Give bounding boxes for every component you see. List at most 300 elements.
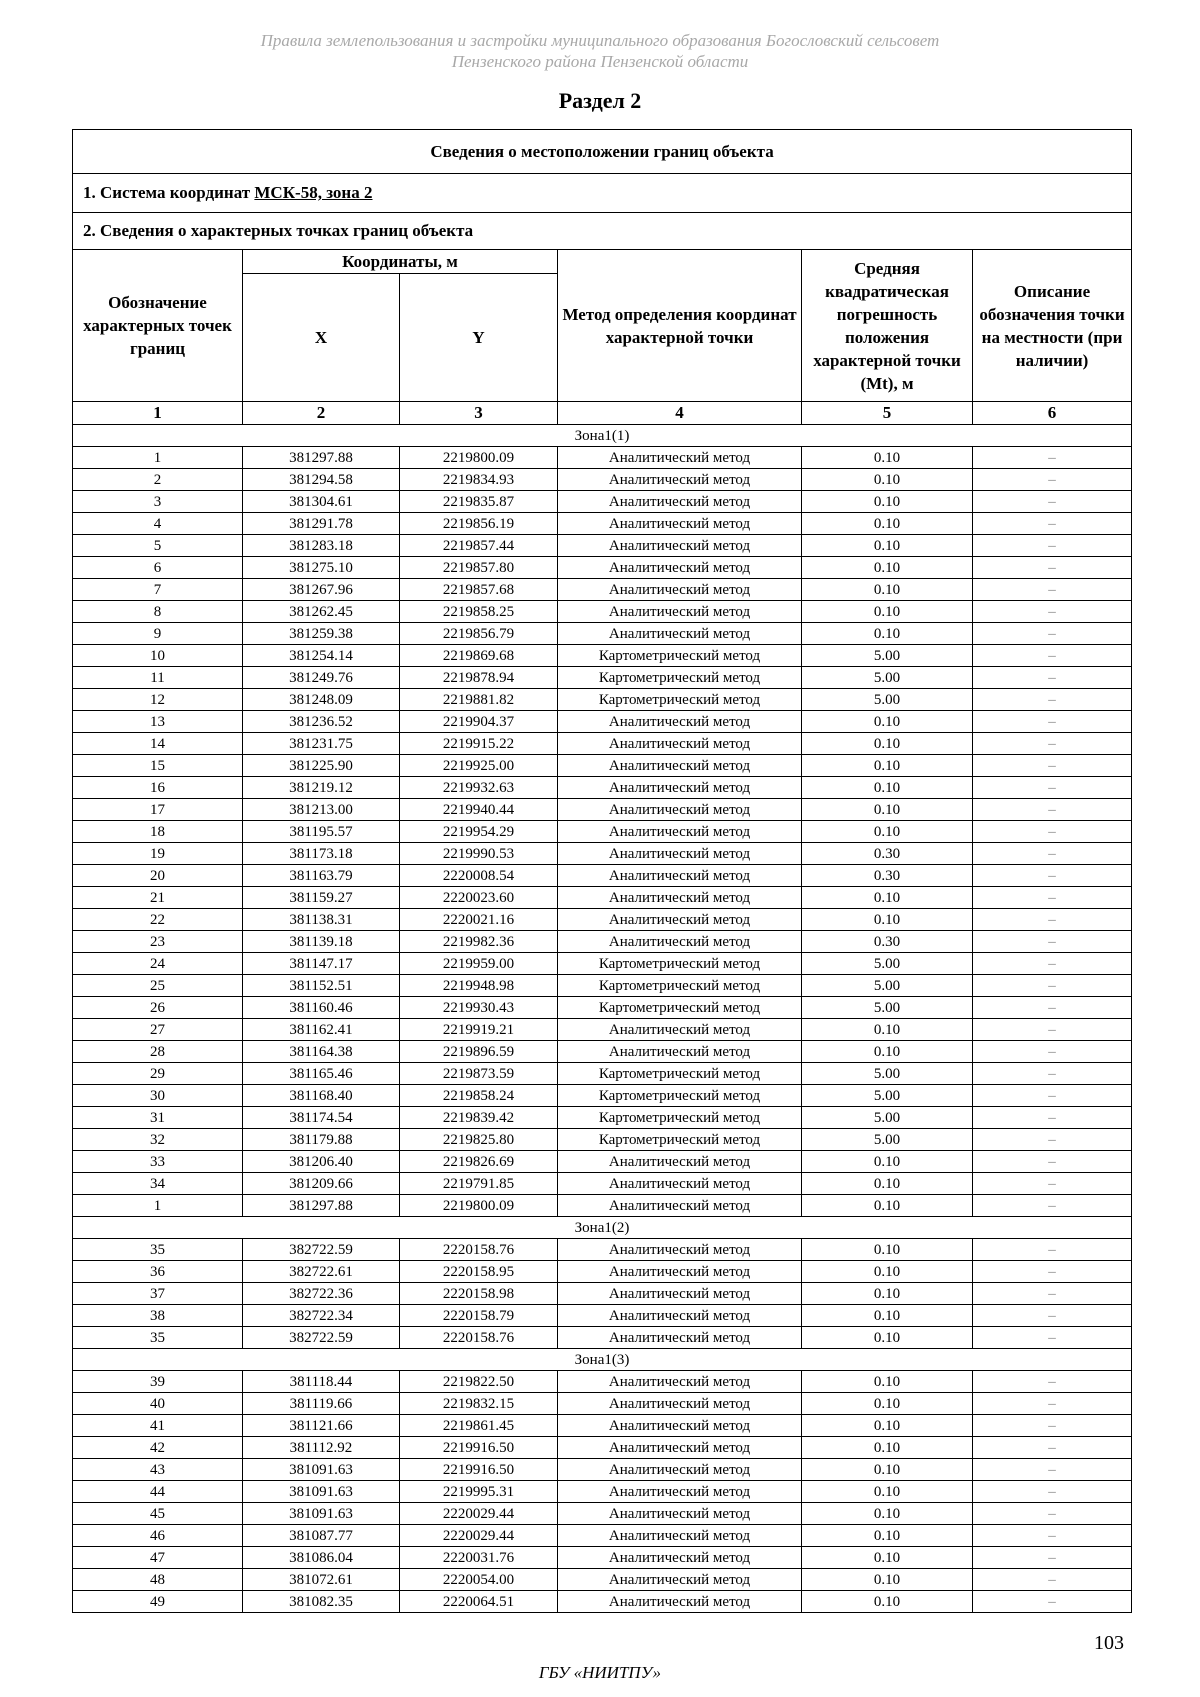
table-row bbox=[73, 711, 1132, 733]
method-cell: Картометрический метод bbox=[558, 667, 802, 689]
method-cell: Аналитический метод bbox=[558, 1569, 802, 1591]
column-number: 6 bbox=[973, 402, 1132, 425]
x-coordinate-cell: 381225.90 bbox=[243, 755, 400, 777]
point-number-cell: 38 bbox=[73, 1305, 243, 1327]
table-row bbox=[73, 1129, 1132, 1151]
method-cell: Аналитический метод bbox=[558, 557, 802, 579]
method-cell: Аналитический метод bbox=[558, 469, 802, 491]
description-cell: – bbox=[973, 1283, 1132, 1305]
y-coordinate-cell: 2220158.79 bbox=[400, 1305, 558, 1327]
x-coordinate-cell: 382722.61 bbox=[243, 1261, 400, 1283]
table-row bbox=[73, 1085, 1132, 1107]
x-coordinate-cell: 382722.34 bbox=[243, 1305, 400, 1327]
y-coordinate-cell: 2220054.00 bbox=[400, 1569, 558, 1591]
method-cell: Аналитический метод bbox=[558, 1393, 802, 1415]
point-number-cell: 37 bbox=[73, 1283, 243, 1305]
table-row bbox=[73, 601, 1132, 623]
description-cell: – bbox=[973, 843, 1132, 865]
error-cell: 0.10 bbox=[802, 711, 973, 733]
x-coordinate-cell: 381072.61 bbox=[243, 1569, 400, 1591]
point-number-cell: 34 bbox=[73, 1173, 243, 1195]
table-row bbox=[73, 469, 1132, 491]
zone-name: Зона1(1) bbox=[73, 425, 1132, 447]
table-row bbox=[73, 799, 1132, 821]
error-cell: 0.10 bbox=[802, 1019, 973, 1041]
y-coordinate-cell: 2220008.54 bbox=[400, 865, 558, 887]
method-cell: Картометрический метод bbox=[558, 953, 802, 975]
error-cell: 0.10 bbox=[802, 491, 973, 513]
point-number-cell: 45 bbox=[73, 1503, 243, 1525]
error-cell: 0.10 bbox=[802, 777, 973, 799]
x-coordinate-cell: 381267.96 bbox=[243, 579, 400, 601]
point-number-cell: 39 bbox=[73, 1371, 243, 1393]
description-cell: – bbox=[973, 1041, 1132, 1063]
y-coordinate-cell: 2219915.22 bbox=[400, 733, 558, 755]
description-cell: – bbox=[973, 491, 1132, 513]
zone-name: Зона1(2) bbox=[73, 1217, 1132, 1239]
error-cell: 0.10 bbox=[802, 1239, 973, 1261]
x-coordinate-cell: 381206.40 bbox=[243, 1151, 400, 1173]
table-row bbox=[73, 1591, 1132, 1613]
description-cell: – bbox=[973, 601, 1132, 623]
description-cell: – bbox=[973, 887, 1132, 909]
point-number-cell: 31 bbox=[73, 1107, 243, 1129]
point-number-cell: 35 bbox=[73, 1327, 243, 1349]
table-row bbox=[73, 1371, 1132, 1393]
point-number-cell: 36 bbox=[73, 1261, 243, 1283]
y-coordinate-cell: 2219932.63 bbox=[400, 777, 558, 799]
table-row bbox=[73, 777, 1132, 799]
point-number-cell: 2 bbox=[73, 469, 243, 491]
x-coordinate-cell: 381168.40 bbox=[243, 1085, 400, 1107]
error-cell: 0.10 bbox=[802, 447, 973, 469]
method-cell: Картометрический метод bbox=[558, 997, 802, 1019]
error-cell: 0.10 bbox=[802, 799, 973, 821]
error-cell: 0.10 bbox=[802, 557, 973, 579]
error-cell: 0.10 bbox=[802, 1041, 973, 1063]
error-cell: 0.10 bbox=[802, 909, 973, 931]
error-cell: 0.10 bbox=[802, 579, 973, 601]
method-cell: Аналитический метод bbox=[558, 1195, 802, 1217]
point-number-cell: 4 bbox=[73, 513, 243, 535]
x-coordinate-cell: 381162.41 bbox=[243, 1019, 400, 1041]
method-cell: Аналитический метод bbox=[558, 1173, 802, 1195]
description-cell: – bbox=[973, 623, 1132, 645]
table-row bbox=[73, 975, 1132, 997]
column-number: 5 bbox=[802, 402, 973, 425]
table-row bbox=[73, 931, 1132, 953]
x-coordinate-cell: 381209.66 bbox=[243, 1173, 400, 1195]
point-number-cell: 49 bbox=[73, 1591, 243, 1613]
table-row bbox=[73, 447, 1132, 469]
table-row bbox=[73, 491, 1132, 513]
error-cell: 5.00 bbox=[802, 975, 973, 997]
method-cell: Аналитический метод bbox=[558, 843, 802, 865]
x-coordinate-cell: 381164.38 bbox=[243, 1041, 400, 1063]
error-cell: 0.10 bbox=[802, 535, 973, 557]
x-coordinate-cell: 381254.14 bbox=[243, 645, 400, 667]
table-row bbox=[73, 821, 1132, 843]
x-coordinate-cell: 381119.66 bbox=[243, 1393, 400, 1415]
zone-header-row bbox=[73, 1217, 1132, 1239]
y-coordinate-cell: 2219832.15 bbox=[400, 1393, 558, 1415]
error-cell: 5.00 bbox=[802, 953, 973, 975]
coordinate-system-value: МСК-58, зона 2 bbox=[254, 183, 373, 202]
description-cell: – bbox=[973, 1239, 1132, 1261]
error-cell: 0.10 bbox=[802, 1437, 973, 1459]
description-cell: – bbox=[973, 645, 1132, 667]
x-coordinate-cell: 381173.18 bbox=[243, 843, 400, 865]
x-coordinate-cell: 382722.59 bbox=[243, 1239, 400, 1261]
description-cell: – bbox=[973, 535, 1132, 557]
description-cell: – bbox=[973, 909, 1132, 931]
page-footer: ГБУ «НИИТПУ» bbox=[538, 1663, 662, 1682]
y-coordinate-cell: 2219791.85 bbox=[400, 1173, 558, 1195]
x-coordinate-cell: 381231.75 bbox=[243, 733, 400, 755]
error-cell: 5.00 bbox=[802, 997, 973, 1019]
header-y: Y bbox=[400, 274, 558, 402]
y-coordinate-cell: 2219800.09 bbox=[400, 1195, 558, 1217]
x-coordinate-cell: 381112.92 bbox=[243, 1437, 400, 1459]
method-cell: Картометрический метод bbox=[558, 1063, 802, 1085]
point-number-cell: 41 bbox=[73, 1415, 243, 1437]
x-coordinate-cell: 381160.46 bbox=[243, 997, 400, 1019]
y-coordinate-cell: 2219856.19 bbox=[400, 513, 558, 535]
point-number-cell: 46 bbox=[73, 1525, 243, 1547]
description-cell: – bbox=[973, 1063, 1132, 1085]
method-cell: Аналитический метод bbox=[558, 1283, 802, 1305]
y-coordinate-cell: 2220158.76 bbox=[400, 1239, 558, 1261]
description-cell: – bbox=[973, 1459, 1132, 1481]
method-cell: Картометрический метод bbox=[558, 1129, 802, 1151]
y-coordinate-cell: 2220158.95 bbox=[400, 1261, 558, 1283]
x-coordinate-cell: 381297.88 bbox=[243, 447, 400, 469]
error-cell: 0.10 bbox=[802, 513, 973, 535]
description-cell: – bbox=[973, 997, 1132, 1019]
method-cell: Картометрический метод bbox=[558, 1085, 802, 1107]
y-coordinate-cell: 2220064.51 bbox=[400, 1591, 558, 1613]
point-number-cell: 25 bbox=[73, 975, 243, 997]
method-cell: Аналитический метод bbox=[558, 1503, 802, 1525]
description-cell: – bbox=[973, 733, 1132, 755]
table-row bbox=[73, 1393, 1132, 1415]
point-number-cell: 6 bbox=[73, 557, 243, 579]
table-row bbox=[73, 1019, 1132, 1041]
points-section-title: 2. Сведения о характерных точках границ объекта bbox=[73, 213, 1132, 250]
x-coordinate-cell: 381291.78 bbox=[243, 513, 400, 535]
point-number-cell: 8 bbox=[73, 601, 243, 623]
error-cell: 5.00 bbox=[802, 645, 973, 667]
x-coordinate-cell: 381082.35 bbox=[243, 1591, 400, 1613]
error-cell: 0.10 bbox=[802, 755, 973, 777]
error-cell: 5.00 bbox=[802, 667, 973, 689]
y-coordinate-cell: 2219857.80 bbox=[400, 557, 558, 579]
x-coordinate-cell: 381152.51 bbox=[243, 975, 400, 997]
y-coordinate-cell: 2219857.68 bbox=[400, 579, 558, 601]
point-number-cell: 12 bbox=[73, 689, 243, 711]
x-coordinate-cell: 382722.59 bbox=[243, 1327, 400, 1349]
method-cell: Аналитический метод bbox=[558, 755, 802, 777]
point-number-cell: 32 bbox=[73, 1129, 243, 1151]
boundary-points-table bbox=[72, 129, 1132, 1613]
table-row bbox=[73, 1107, 1132, 1129]
y-coordinate-cell: 2219916.50 bbox=[400, 1437, 558, 1459]
error-cell: 0.10 bbox=[802, 1151, 973, 1173]
header-coordinates: Координаты, м bbox=[243, 250, 558, 274]
point-number-cell: 3 bbox=[73, 491, 243, 513]
point-number-cell: 18 bbox=[73, 821, 243, 843]
x-coordinate-cell: 381179.88 bbox=[243, 1129, 400, 1151]
description-cell: – bbox=[973, 1151, 1132, 1173]
y-coordinate-cell: 2219873.59 bbox=[400, 1063, 558, 1085]
column-number: 3 bbox=[400, 402, 558, 425]
method-cell: Аналитический метод bbox=[558, 1371, 802, 1393]
table-row bbox=[73, 909, 1132, 931]
x-coordinate-cell: 381139.18 bbox=[243, 931, 400, 953]
zone-name: Зона1(3) bbox=[73, 1349, 1132, 1371]
error-cell: 0.10 bbox=[802, 821, 973, 843]
y-coordinate-cell: 2219904.37 bbox=[400, 711, 558, 733]
table-row bbox=[73, 689, 1132, 711]
table-row bbox=[73, 755, 1132, 777]
error-cell: 0.10 bbox=[802, 1371, 973, 1393]
method-cell: Аналитический метод bbox=[558, 1327, 802, 1349]
y-coordinate-cell: 2219800.09 bbox=[400, 447, 558, 469]
header-point-designation: Обозначение характерных точек границ bbox=[73, 250, 243, 402]
y-coordinate-cell: 2219826.69 bbox=[400, 1151, 558, 1173]
point-number-cell: 20 bbox=[73, 865, 243, 887]
error-cell: 0.10 bbox=[802, 1481, 973, 1503]
description-cell: – bbox=[973, 1371, 1132, 1393]
method-cell: Аналитический метод bbox=[558, 733, 802, 755]
x-coordinate-cell: 381086.04 bbox=[243, 1547, 400, 1569]
y-coordinate-cell: 2219834.93 bbox=[400, 469, 558, 491]
point-number-cell: 5 bbox=[73, 535, 243, 557]
point-number-cell: 42 bbox=[73, 1437, 243, 1459]
method-cell: Аналитический метод bbox=[558, 777, 802, 799]
error-cell: 0.10 bbox=[802, 1503, 973, 1525]
point-number-cell: 40 bbox=[73, 1393, 243, 1415]
description-cell: – bbox=[973, 1261, 1132, 1283]
x-coordinate-cell: 381138.31 bbox=[243, 909, 400, 931]
table-row bbox=[73, 1525, 1132, 1547]
description-cell: – bbox=[973, 1085, 1132, 1107]
table-row bbox=[73, 579, 1132, 601]
method-cell: Картометрический метод bbox=[558, 689, 802, 711]
y-coordinate-cell: 2219861.45 bbox=[400, 1415, 558, 1437]
x-coordinate-cell: 381259.38 bbox=[243, 623, 400, 645]
page-header-line-1: Правила землепользования и застройки муниципального образования Богословский сельсовет bbox=[260, 31, 940, 50]
table-row bbox=[73, 1239, 1132, 1261]
description-cell: – bbox=[973, 1525, 1132, 1547]
x-coordinate-cell: 381091.63 bbox=[243, 1481, 400, 1503]
table-row bbox=[73, 733, 1132, 755]
y-coordinate-cell: 2220023.60 bbox=[400, 887, 558, 909]
x-coordinate-cell: 381262.45 bbox=[243, 601, 400, 623]
x-coordinate-cell: 381195.57 bbox=[243, 821, 400, 843]
method-cell: Аналитический метод bbox=[558, 1481, 802, 1503]
x-coordinate-cell: 381297.88 bbox=[243, 1195, 400, 1217]
description-cell: – bbox=[973, 579, 1132, 601]
table-title: Сведения о местоположении границ объекта bbox=[73, 130, 1132, 174]
error-cell: 0.30 bbox=[802, 931, 973, 953]
y-coordinate-cell: 2219930.43 bbox=[400, 997, 558, 1019]
point-number-cell: 1 bbox=[73, 447, 243, 469]
method-cell: Аналитический метод bbox=[558, 513, 802, 535]
method-cell: Аналитический метод bbox=[558, 491, 802, 513]
table-row bbox=[73, 1437, 1132, 1459]
point-number-cell: 1 bbox=[73, 1195, 243, 1217]
method-cell: Аналитический метод bbox=[558, 447, 802, 469]
description-cell: – bbox=[973, 1547, 1132, 1569]
description-cell: – bbox=[973, 1019, 1132, 1041]
y-coordinate-cell: 2219916.50 bbox=[400, 1459, 558, 1481]
error-cell: 0.10 bbox=[802, 1525, 973, 1547]
error-cell: 0.10 bbox=[802, 1283, 973, 1305]
table-row bbox=[73, 1261, 1132, 1283]
y-coordinate-cell: 2219959.00 bbox=[400, 953, 558, 975]
coordinate-system-label: 1. Система координат bbox=[83, 183, 255, 202]
point-number-cell: 23 bbox=[73, 931, 243, 953]
y-coordinate-cell: 2219990.53 bbox=[400, 843, 558, 865]
x-coordinate-cell: 381275.10 bbox=[243, 557, 400, 579]
description-cell: – bbox=[973, 1107, 1132, 1129]
description-cell: – bbox=[973, 1591, 1132, 1613]
x-coordinate-cell: 381174.54 bbox=[243, 1107, 400, 1129]
method-cell: Аналитический метод bbox=[558, 1547, 802, 1569]
table-row bbox=[73, 645, 1132, 667]
table-row bbox=[73, 557, 1132, 579]
method-cell: Аналитический метод bbox=[558, 1459, 802, 1481]
method-cell: Картометрический метод bbox=[558, 645, 802, 667]
point-number-cell: 48 bbox=[73, 1569, 243, 1591]
point-number-cell: 10 bbox=[73, 645, 243, 667]
x-coordinate-cell: 381121.66 bbox=[243, 1415, 400, 1437]
description-cell: – bbox=[973, 777, 1132, 799]
description-cell: – bbox=[973, 711, 1132, 733]
y-coordinate-cell: 2220158.76 bbox=[400, 1327, 558, 1349]
error-cell: 0.10 bbox=[802, 601, 973, 623]
x-coordinate-cell: 381147.17 bbox=[243, 953, 400, 975]
y-coordinate-cell: 2220031.76 bbox=[400, 1547, 558, 1569]
error-cell: 0.10 bbox=[802, 1327, 973, 1349]
y-coordinate-cell: 2219878.94 bbox=[400, 667, 558, 689]
x-coordinate-cell: 381163.79 bbox=[243, 865, 400, 887]
method-cell: Аналитический метод bbox=[558, 711, 802, 733]
page-header-line-2: Пензенского района Пензенской области bbox=[451, 52, 749, 71]
error-cell: 0.10 bbox=[802, 1261, 973, 1283]
error-cell: 0.10 bbox=[802, 733, 973, 755]
method-cell: Аналитический метод bbox=[558, 931, 802, 953]
table-row bbox=[73, 1173, 1132, 1195]
y-coordinate-cell: 2220021.16 bbox=[400, 909, 558, 931]
description-cell: – bbox=[973, 1437, 1132, 1459]
description-cell: – bbox=[973, 799, 1132, 821]
method-cell: Аналитический метод bbox=[558, 1261, 802, 1283]
description-cell: – bbox=[973, 755, 1132, 777]
error-cell: 0.10 bbox=[802, 1393, 973, 1415]
point-number-cell: 19 bbox=[73, 843, 243, 865]
y-coordinate-cell: 2219940.44 bbox=[400, 799, 558, 821]
error-cell: 0.10 bbox=[802, 1569, 973, 1591]
description-cell: – bbox=[973, 1173, 1132, 1195]
method-cell: Аналитический метод bbox=[558, 799, 802, 821]
description-cell: – bbox=[973, 447, 1132, 469]
method-cell: Аналитический метод bbox=[558, 1591, 802, 1613]
header-description: Описание обозначения точки на местности (при наличии) bbox=[973, 250, 1132, 402]
table-row bbox=[73, 1459, 1132, 1481]
column-number: 4 bbox=[558, 402, 802, 425]
description-cell: – bbox=[973, 667, 1132, 689]
error-cell: 0.10 bbox=[802, 1591, 973, 1613]
error-cell: 0.10 bbox=[802, 623, 973, 645]
x-coordinate-cell: 382722.36 bbox=[243, 1283, 400, 1305]
error-cell: 0.10 bbox=[802, 1195, 973, 1217]
table-row bbox=[73, 843, 1132, 865]
point-number-cell: 28 bbox=[73, 1041, 243, 1063]
coordinate-system-row bbox=[73, 174, 1132, 213]
header-x: X bbox=[243, 274, 400, 402]
method-cell: Аналитический метод bbox=[558, 1239, 802, 1261]
point-number-cell: 33 bbox=[73, 1151, 243, 1173]
x-coordinate-cell: 381236.52 bbox=[243, 711, 400, 733]
error-cell: 5.00 bbox=[802, 1063, 973, 1085]
y-coordinate-cell: 2220158.98 bbox=[400, 1283, 558, 1305]
x-coordinate-cell: 381091.63 bbox=[243, 1459, 400, 1481]
table-row bbox=[73, 1195, 1132, 1217]
y-coordinate-cell: 2219954.29 bbox=[400, 821, 558, 843]
x-coordinate-cell: 381294.58 bbox=[243, 469, 400, 491]
x-coordinate-cell: 381283.18 bbox=[243, 535, 400, 557]
method-cell: Аналитический метод bbox=[558, 887, 802, 909]
error-cell: 0.30 bbox=[802, 843, 973, 865]
error-cell: 0.10 bbox=[802, 1173, 973, 1195]
error-cell: 5.00 bbox=[802, 1107, 973, 1129]
point-number-cell: 13 bbox=[73, 711, 243, 733]
x-coordinate-cell: 381304.61 bbox=[243, 491, 400, 513]
table-row bbox=[73, 1415, 1132, 1437]
y-coordinate-cell: 2219919.21 bbox=[400, 1019, 558, 1041]
point-number-cell: 26 bbox=[73, 997, 243, 1019]
method-cell: Аналитический метод bbox=[558, 579, 802, 601]
point-number-cell: 29 bbox=[73, 1063, 243, 1085]
point-number-cell: 9 bbox=[73, 623, 243, 645]
page-header bbox=[0, 30, 1200, 72]
method-cell: Картометрический метод bbox=[558, 975, 802, 997]
point-number-cell: 24 bbox=[73, 953, 243, 975]
column-number: 2 bbox=[243, 402, 400, 425]
x-coordinate-cell: 381165.46 bbox=[243, 1063, 400, 1085]
description-cell: – bbox=[973, 1481, 1132, 1503]
x-coordinate-cell: 381087.77 bbox=[243, 1525, 400, 1547]
x-coordinate-cell: 381159.27 bbox=[243, 887, 400, 909]
description-cell: – bbox=[973, 1327, 1132, 1349]
method-cell: Аналитический метод bbox=[558, 821, 802, 843]
section-title: Раздел 2 bbox=[558, 88, 642, 113]
method-cell: Аналитический метод bbox=[558, 1437, 802, 1459]
point-number-cell: 43 bbox=[73, 1459, 243, 1481]
point-number-cell: 11 bbox=[73, 667, 243, 689]
table-row bbox=[73, 865, 1132, 887]
description-cell: – bbox=[973, 1415, 1132, 1437]
point-number-cell: 30 bbox=[73, 1085, 243, 1107]
error-cell: 5.00 bbox=[802, 1085, 973, 1107]
y-coordinate-cell: 2219835.87 bbox=[400, 491, 558, 513]
method-cell: Аналитический метод bbox=[558, 1151, 802, 1173]
point-number-cell: 14 bbox=[73, 733, 243, 755]
table-row bbox=[73, 1569, 1132, 1591]
method-cell: Аналитический метод bbox=[558, 1041, 802, 1063]
